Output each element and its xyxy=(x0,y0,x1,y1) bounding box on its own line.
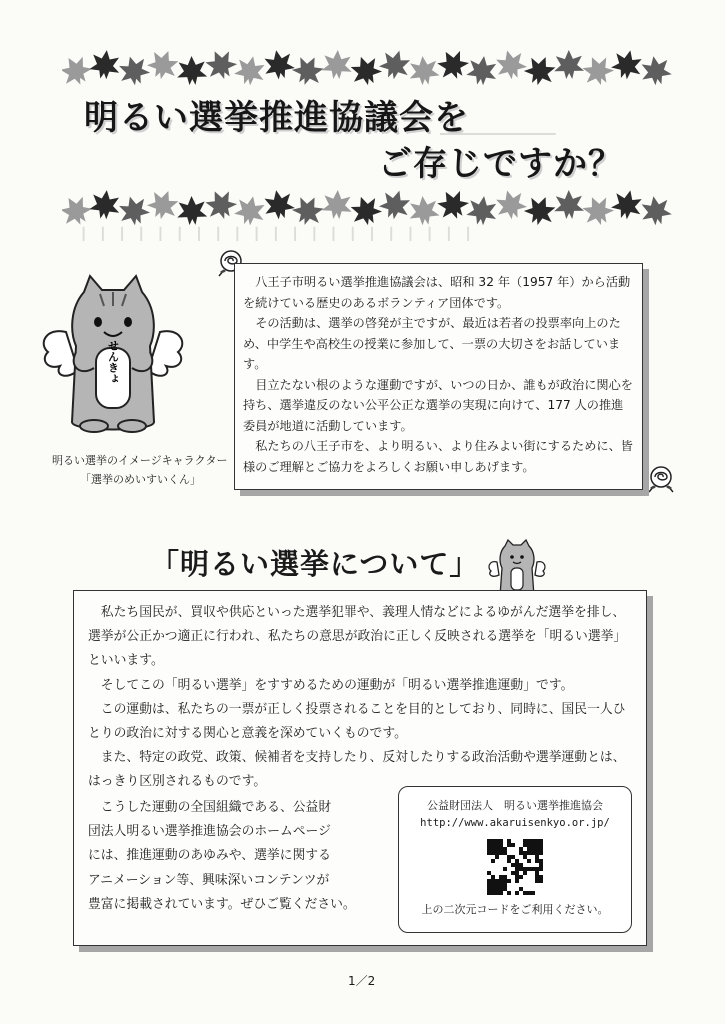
page-title-line1: 明るい選挙推進協議会を xyxy=(84,98,469,138)
organization-info-box xyxy=(398,786,632,933)
maple-leaf-icon xyxy=(176,55,207,85)
mascot-meisuikun-image xyxy=(38,272,188,442)
bleed-through-text: ━━━━━━━━━━━━━━━━ xyxy=(440,127,556,141)
maple-leaf-icon xyxy=(609,188,645,222)
qr-code-icon[interactable] xyxy=(487,839,543,895)
page-title-line2: ご存じですか？ xyxy=(378,144,623,184)
maple-leaf-icon xyxy=(88,188,121,220)
maple-leaf-icon xyxy=(465,54,499,87)
maple-leaf-icon xyxy=(347,192,385,228)
intro-text-box xyxy=(234,263,643,490)
section-heading: 「明るい選挙について」 xyxy=(150,547,480,581)
maple-leaf-icon xyxy=(201,188,240,224)
maple-leaf-icon xyxy=(493,48,529,82)
maple-leaf-icon xyxy=(578,191,617,228)
maple-leaf-icon xyxy=(433,188,473,225)
maple-leaf-icon xyxy=(144,188,182,223)
maple-leaf-icon xyxy=(261,188,296,222)
maple-leaf-icon xyxy=(321,49,352,80)
maple-leaf-icon xyxy=(232,193,267,228)
organization-name: 公益財団法人 明るい選挙推進協会 xyxy=(427,799,603,812)
maple-leaf-icon xyxy=(433,48,473,85)
bleed-through-text: ┃ ┃ ┃ ┃ ┃ ┃ ┃ ┃ ┃ ┃ ┃ ┃ ┃ ┃ ┃ ┃ ┃ ┃ ┃ ┃ ┃ xyxy=(80,227,472,241)
maple-leaf-icon xyxy=(554,190,585,220)
section-column-line: 団法人明るい選挙推進協会のホームページ xyxy=(88,824,331,840)
maple-leaf-icon xyxy=(377,48,414,83)
maple-leaf-icon xyxy=(288,191,328,228)
maple-leaf-icon xyxy=(408,195,441,227)
mascot-caption-line2: 「選挙のめいすいくん」 xyxy=(80,473,201,486)
maple-leaf-icon xyxy=(377,188,414,223)
section-column xyxy=(88,796,410,917)
maple-leaf-icon xyxy=(554,50,585,80)
maple-leaf-icon xyxy=(88,48,121,80)
intro-paragraph: 八王子市明るい選挙推進協議会は、昭和 32 年（1957 年）から活動を続けている歴史のあるボランティア団体です。 xyxy=(243,275,631,310)
maple-leaf-icon xyxy=(521,51,560,88)
qr-code-note: 上の二次元コードをご利用ください。 xyxy=(421,903,609,916)
maple-leaf-icon xyxy=(609,48,645,82)
section-paragraph: また、特定の政党、政策、候補者を支持したり、反対したりする政治活動や選挙運動とは、はっきり区別されるものです。 xyxy=(88,750,626,790)
intro-paragraph: 私たちの八王子市を、より明るい、より住みよい街にするために、皆様のご理解とご協力をよろしくお願い申しあげます。 xyxy=(243,439,633,474)
leaf-garland-top xyxy=(62,48,672,88)
page-number: 1／2 xyxy=(348,974,376,988)
rose-icon xyxy=(644,462,678,496)
section-column-line: 豊富に掲載されています。ぜひご覧ください。 xyxy=(88,896,356,912)
maple-leaf-icon xyxy=(408,55,441,87)
mascot-badge-text: せんきょ xyxy=(106,340,120,384)
maple-leaf-icon xyxy=(639,54,672,88)
maple-leaf-icon xyxy=(521,191,560,228)
maple-leaf-icon xyxy=(578,51,617,88)
maple-leaf-icon xyxy=(115,52,152,88)
mascot-caption-line1: 明るい選挙のイメージキャラクター xyxy=(52,454,228,467)
maple-leaf-icon xyxy=(201,48,240,84)
maple-leaf-icon xyxy=(144,48,182,83)
maple-leaf-icon xyxy=(176,195,207,225)
maple-leaf-icon xyxy=(493,188,529,222)
section-column-line: こうした運動の全国組織である、公益財 xyxy=(100,800,332,815)
maple-leaf-icon xyxy=(115,192,152,228)
maple-leaf-icon xyxy=(288,51,328,88)
maple-leaf-icon xyxy=(232,53,267,88)
intro-paragraph: その活動は、選挙の啓発が主ですが、最近は若者の投票率向上のため、中学生や高校生の授業に参加して、一票の大切さをお話しています。 xyxy=(243,316,621,371)
maple-leaf-icon xyxy=(639,194,672,228)
section-paragraph: この運動は、私たちの一票が正しく投票されることを目的としており、同時に、国民一人ひとりの政治に対する関心と意義を深めていくものです。 xyxy=(88,701,626,742)
section-paragraph: そしてこの「明るい選挙」をすすめるための運動が「明るい選挙推進運動」です。 xyxy=(100,677,574,693)
section-paragraph: 私たち国民が、買収や供応といった選挙犯罪や、義理人情などによるゆがんだ選挙を排し、選挙が公正かつ適正に行われ、私たちの意思が政治に正しく反映される選挙を「明るい選挙」といいます。 xyxy=(88,605,627,669)
about-fair-elections-box xyxy=(73,590,647,946)
leaf-garland-bottom xyxy=(62,188,672,228)
maple-leaf-icon xyxy=(347,52,385,88)
maple-leaf-icon xyxy=(261,48,296,82)
section-column-line: には、推進運動のあゆみや、選挙に関する xyxy=(88,848,331,864)
intro-paragraph: 目立たない根のような運動ですが、いつの日か、誰もが政治に関心を持ち、選挙違反のない公平公正な選挙の実現に向けて、177 人の推進委員が地道に活動しています。 xyxy=(243,377,633,433)
organization-url-link[interactable]: http://www.akaruisenkyo.or.jp/ xyxy=(420,817,610,829)
maple-leaf-icon xyxy=(321,189,352,220)
section-column-line: アニメーション等、興味深いコンテンツが xyxy=(88,872,330,888)
maple-leaf-icon xyxy=(465,194,499,227)
